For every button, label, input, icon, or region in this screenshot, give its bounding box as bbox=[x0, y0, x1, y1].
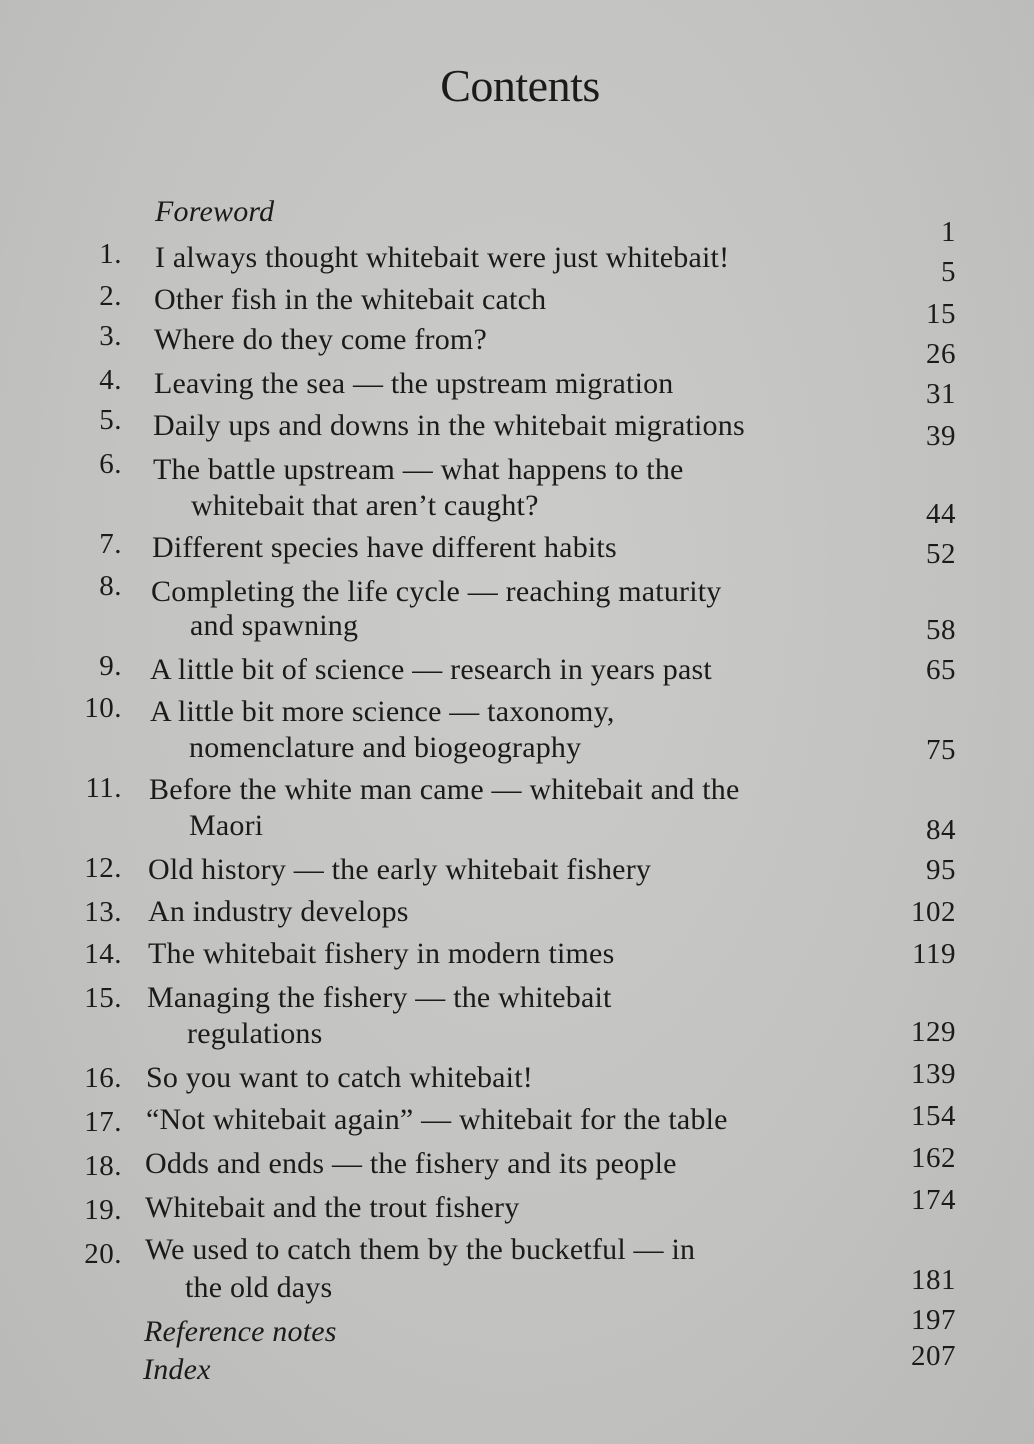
chapter-number: 8. bbox=[99, 570, 122, 602]
chapter-page: 95 bbox=[926, 854, 956, 886]
reference-notes-page: 197 bbox=[911, 1304, 956, 1336]
chapter-title: Whitebait and the trout fishery bbox=[145, 1191, 520, 1224]
chapter-page: 31 bbox=[926, 378, 956, 410]
chapter-title-continuation: the old days bbox=[185, 1271, 333, 1304]
chapter-number: 6. bbox=[99, 448, 122, 480]
chapter-page: 119 bbox=[912, 938, 956, 970]
chapter-page: 39 bbox=[926, 420, 956, 452]
chapter-title: Leaving the sea — the upstream migration bbox=[154, 367, 674, 400]
chapter-page: 139 bbox=[911, 1058, 956, 1090]
chapter-title: A little bit more science — taxonomy, bbox=[150, 695, 615, 728]
chapter-number: 17. bbox=[84, 1106, 122, 1138]
chapter-number: 5. bbox=[99, 404, 122, 436]
chapter-title: Before the white man came — whitebait and the bbox=[149, 773, 740, 806]
chapter-number: 3. bbox=[99, 320, 122, 352]
chapter-number: 11. bbox=[85, 772, 122, 804]
chapter-number: 10. bbox=[84, 692, 122, 724]
chapter-page: 75 bbox=[926, 734, 956, 766]
index-label: Index bbox=[143, 1353, 211, 1386]
chapter-page: 129 bbox=[911, 1016, 956, 1048]
chapter-title: We used to catch them by the bucketful — in bbox=[145, 1233, 696, 1266]
chapter-title: An industry develops bbox=[148, 895, 409, 928]
chapter-page: 44 bbox=[926, 498, 956, 530]
chapter-title-continuation: nomenclature and biogeography bbox=[189, 731, 582, 764]
chapter-title: Daily ups and downs in the whitebait migrations bbox=[153, 409, 745, 442]
chapter-page: 84 bbox=[926, 814, 956, 846]
chapter-number: 15. bbox=[84, 982, 122, 1014]
chapter-page: 58 bbox=[926, 614, 956, 646]
chapter-title: Managing the fishery — the whitebait bbox=[147, 981, 612, 1014]
chapter-page: 181 bbox=[911, 1264, 956, 1296]
chapter-number: 9. bbox=[99, 650, 122, 682]
chapter-number: 7. bbox=[99, 528, 122, 560]
chapter-page: 65 bbox=[926, 654, 956, 686]
page-title: Contents bbox=[440, 60, 600, 111]
chapter-title: Completing the life cycle — reaching maturity bbox=[151, 575, 722, 608]
reference-notes-label: Reference notes bbox=[144, 1315, 337, 1348]
chapter-title: A little bit of science — research in years past bbox=[150, 653, 712, 686]
chapter-page: 162 bbox=[911, 1142, 956, 1174]
chapter-title: Old history — the early whitebait fishery bbox=[148, 853, 652, 886]
chapter-number: 19. bbox=[84, 1194, 122, 1226]
index-page: 207 bbox=[911, 1340, 956, 1372]
chapter-title: So you want to catch whitebait! bbox=[146, 1061, 533, 1094]
chapter-number: 14. bbox=[84, 938, 122, 970]
chapter-title: Where do they come from? bbox=[154, 323, 487, 356]
chapter-title: I always thought whitebait were just whitebait! bbox=[155, 241, 730, 274]
chapter-title-continuation: Maori bbox=[189, 809, 264, 842]
chapter-page: 5 bbox=[941, 256, 956, 288]
chapter-title: Other fish in the whitebait catch bbox=[154, 283, 547, 316]
chapter-page: 174 bbox=[911, 1184, 956, 1216]
chapter-title-continuation: whitebait that aren’t caught? bbox=[191, 489, 539, 522]
chapter-title-continuation: and spawning bbox=[190, 609, 359, 642]
chapter-number: 4. bbox=[99, 364, 122, 396]
chapter-title: “Not whitebait again” — whitebait for the table bbox=[146, 1103, 728, 1136]
chapter-title-continuation: regulations bbox=[187, 1017, 323, 1050]
chapter-number: 18. bbox=[84, 1150, 122, 1182]
chapter-title: The whitebait fishery in modern times bbox=[148, 937, 615, 970]
chapter-number: 16. bbox=[84, 1062, 122, 1094]
chapter-page: 52 bbox=[926, 538, 956, 570]
chapter-page: 102 bbox=[911, 896, 956, 928]
chapter-number: 13. bbox=[84, 896, 122, 928]
chapter-number: 2. bbox=[99, 280, 122, 312]
chapter-title: Different species have different habits bbox=[152, 531, 617, 564]
foreword-label: Foreword bbox=[155, 195, 275, 228]
chapter-page: 15 bbox=[926, 298, 956, 330]
chapter-number: 1. bbox=[99, 238, 122, 270]
chapter-title: The battle upstream — what happens to the bbox=[153, 453, 684, 486]
chapter-number: 12. bbox=[84, 852, 122, 884]
foreword-page: 1 bbox=[941, 216, 956, 248]
chapter-number: 20. bbox=[84, 1238, 122, 1270]
chapter-title: Odds and ends — the fishery and its people bbox=[145, 1147, 677, 1180]
chapter-page: 154 bbox=[911, 1100, 956, 1132]
chapter-page: 26 bbox=[926, 338, 956, 370]
